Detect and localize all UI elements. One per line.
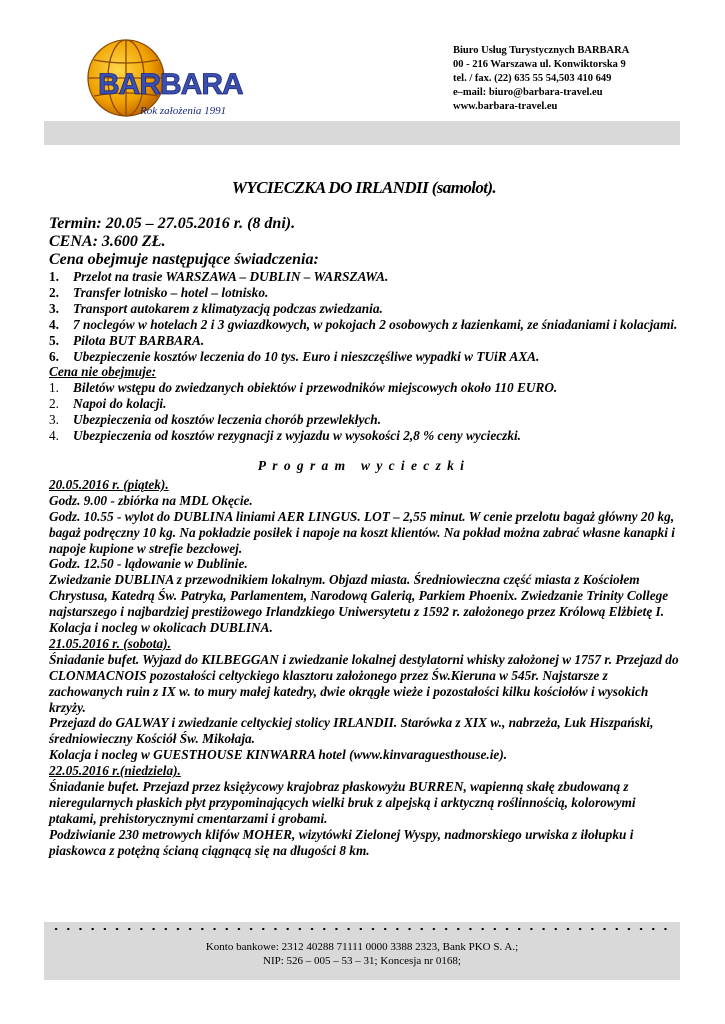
excludes-item (49, 380, 679, 396)
excludes-item (49, 396, 679, 412)
includes-item (49, 333, 679, 349)
list-number: 2. (49, 396, 59, 412)
company-info (453, 44, 713, 114)
company-website[interactable]: www.barbara-travel.eu (453, 101, 558, 112)
includes-item (49, 301, 679, 317)
logo-wordmark: BARBARA (98, 68, 243, 101)
includes-list (49, 269, 679, 364)
document-title: WYCIECZKA DO IRLANDII (samolot). (231, 178, 497, 197)
footer (44, 940, 680, 968)
list-number: 2. (49, 284, 59, 300)
excludes-heading: Cena nie obejmuje: (49, 364, 157, 380)
day-paragraph: Przejazd do GALWAY i zwiedzanie celtyckiej stolicy IRLANDII. Starówka z XIX w., nabrzeża, Luk Hiszpański, średniowieczny Kościół Św. Mikołaja. (49, 715, 654, 747)
trip-term: Termin: 20.05 – 27.05.2016 r. (8 dni). (49, 215, 296, 232)
list-number: 6. (49, 348, 59, 364)
list-text: Przelot na trasie WARSZAWA – DUBLIN – WARSZAWA. (73, 269, 389, 284)
document-body (49, 178, 679, 859)
company-name: Biuro Usług Turystycznych BARBARA (453, 45, 630, 56)
list-text: 7 noclegów w hotelach 2 i 3 gwiazdkowych, w pokojach 2 osobowych z łazienkami, ze śniadaniami i kolacjami. (73, 316, 678, 332)
day-paragraph: Godz. 12.50 - lądowanie w Dublinie. (49, 556, 248, 572)
list-number: 5. (49, 332, 59, 348)
includes-item (49, 317, 679, 333)
includes-item (49, 285, 679, 301)
list-text: Pilota BUT BARBARA. (73, 332, 205, 348)
excludes-item (49, 428, 679, 444)
day-date: 20.05.2016 r. (piątek). (49, 476, 169, 492)
day-paragraph: Śniadanie bufet. Wyjazd do KILBEGGAN i zwiedzanie lokalnej destylatorni whisky założonej w 1757 r. Przejazd do CLONMACNOIS pozostałości celtyckiego klasztoru założonego przez Św.Kieruna w 545r. Najstarsze z zachowanych ruin z IX w. to mury małej katedry, dwie okrągłe wieże i pozostałości kilku kościołów i wysokich krzyży. (49, 651, 679, 715)
program-days (49, 477, 679, 859)
list-text: Transfer lotnisko – hotel – lotnisko. (73, 284, 269, 300)
excludes-list (49, 380, 679, 444)
includes-item (49, 349, 679, 365)
includes-heading: Cena obejmuje następujące świadczenia: (49, 251, 319, 268)
list-number: 3. (49, 412, 59, 428)
footer-bank: Konto bankowe: 2312 40288 71111 0000 3388 2323, Bank PKO S. A.; (205, 941, 519, 953)
list-text: Biletów wstępu do zwiedzanych obiektów i przewodników miejscowych około 110 EURO. (73, 380, 558, 396)
day-paragraph: Śniadanie bufet. Przejazd przez księżycowy krajobraz płaskowyżu BURREN, wapienną skałę zbudowaną z nieregularnych płaskich płyt przypominających wielki bruk z alpejską i arktyczną roślinnością, kolorowymi ptakami, prehistorycznymi cmentarzami i grobami. (49, 779, 636, 826)
day-date: 22.05.2016 r.(niedziela). (49, 763, 181, 779)
day-paragraph: Podziwianie 230 metrowych klifów MOHER, wizytówki Zielonej Wyspy, nadmorskiego urwiska z iłołupku i piaskowca z potężną ścianą ciągnącą się na długości 8 km. (49, 826, 634, 858)
list-text: Ubezpieczenia od kosztów leczenia chorób przewlekłych. (73, 412, 382, 428)
day-paragraph: Zwiedzanie DUBLINA z przewodnikiem lokalnym. Objazd miasta. Średniowieczna część miasta z Kościołem Chrystusa, Katedrą Św. Patryka, Parlamentem, Narodową Galerią, Parkiem Phoenix. Zwiedzanie Trinity College najstarszego i najbardziej prestiżowego Irlandzkiego Uniwersytetu z 1592 r. założonego przez Królową Elżbietę I. Kolacja i nocleg w okolicach DUBLINA. (49, 572, 669, 636)
day-paragraph: Godz. 9.00 - zbiórka na MDL Okęcie. (49, 492, 253, 508)
list-text: Transport autokarem z klimatyzacją podczas zwiedzania. (73, 300, 383, 316)
includes-item (49, 269, 679, 285)
list-number: 4. (49, 316, 59, 332)
list-number: 3. (49, 300, 59, 316)
company-address: 00 - 216 Warszawa ul. Konwiktorska 9 (453, 59, 626, 70)
trip-price: CENA: 3.600 ZŁ. (49, 233, 166, 250)
list-number: 4. (49, 428, 59, 444)
header-band (44, 121, 680, 145)
company-phone: tel. / fax. (22) 635 55 54,503 410 649 (453, 73, 612, 84)
dotted-divider (50, 924, 674, 934)
company-email[interactable]: e–mail: biuro@barbara-travel.eu (453, 87, 603, 98)
footer-nip: NIP: 526 – 005 – 53 – 31; Koncesja nr 0168; (263, 955, 461, 967)
day-paragraph: Kolacja i nocleg w GUESTHOUSE KINWARRA hotel (www.kinvaraguesthouse.ie). (49, 747, 508, 763)
logo-tagline: Rok założenia 1991 (140, 105, 227, 117)
list-text: Napoi do kolacji. (73, 396, 167, 412)
barbara-logo (80, 36, 280, 122)
day-date: 21.05.2016 r. (sobota). (49, 635, 171, 651)
list-number: 1. (49, 380, 59, 396)
excludes-item (49, 412, 679, 428)
program-heading: Program wycieczki (257, 457, 471, 473)
day-paragraph: Godz. 10.55 - wylot do DUBLINA liniami AER LINGUS. LOT – 2,55 minut. W cenie przelotu bagaż główny 20 kg, bagaż podręczny 10 kg. Na pokładzie posiłek i napoje na koszt klientów. Na pokład można zabrać własne kanapki i napoje kupione w strefie bezcłowej. (49, 508, 675, 556)
list-number: 1. (49, 269, 59, 284)
list-text: Ubezpieczenie kosztów leczenia do 10 tys. Euro i nieszczęśliwe wypadki w TUiR AXA. (73, 348, 540, 364)
list-text: Ubezpieczenia od kosztów rezygnacji z wyjazdu w wysokości 2,8 % ceny wycieczki. (73, 428, 521, 444)
